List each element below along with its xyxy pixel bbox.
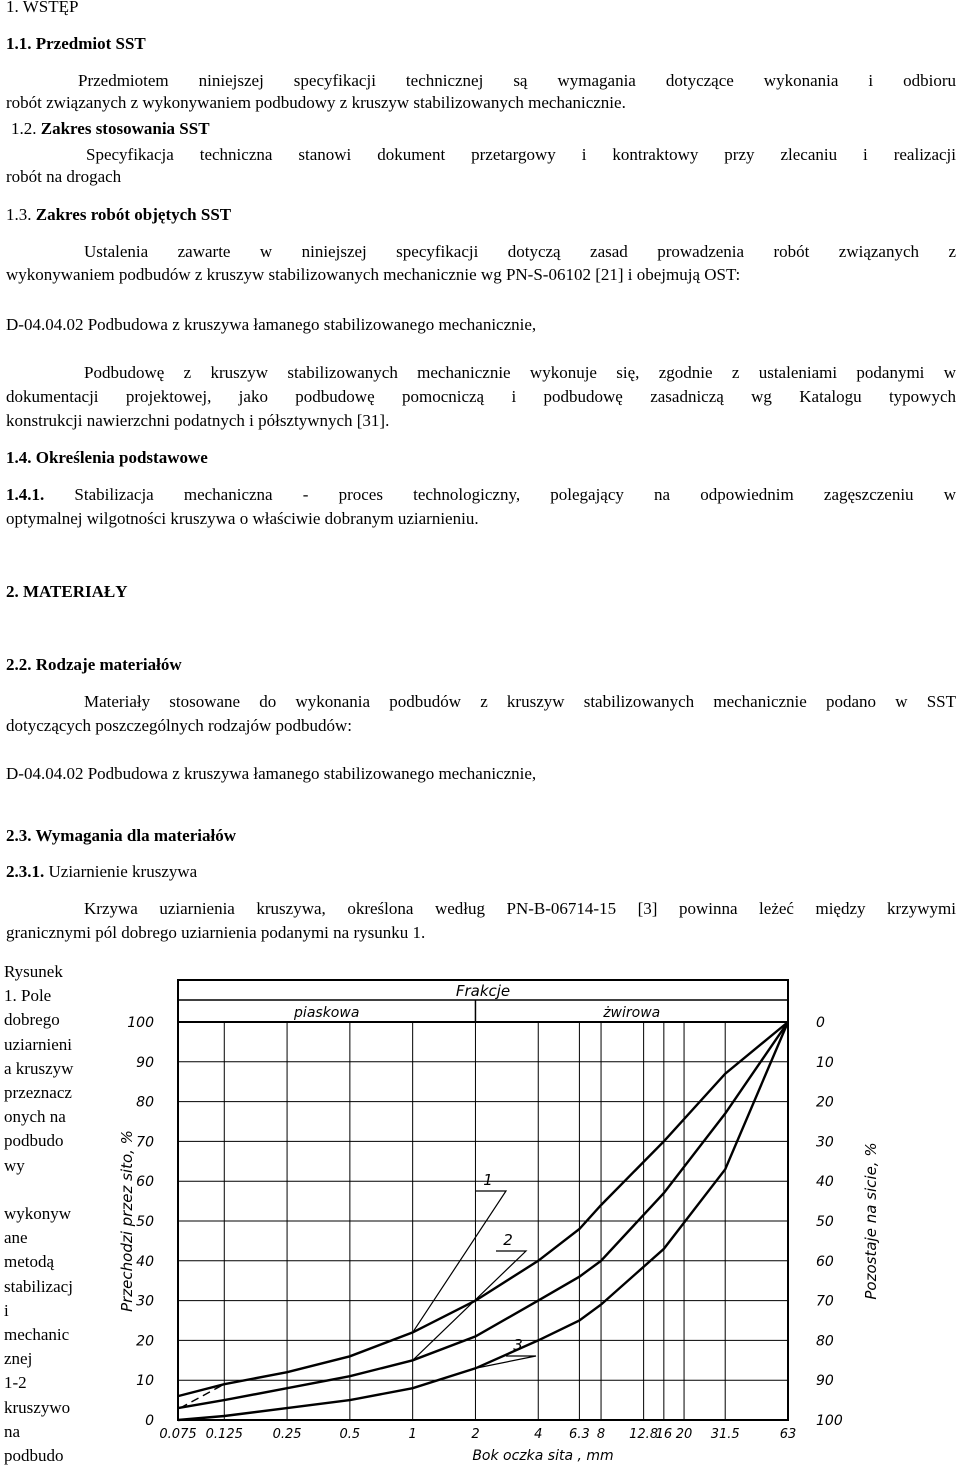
caption-line: na: [4, 1421, 21, 1441]
ost-reference: D-04.04.02 Podbudowa z kruszywa łamanego stabilizowanego mechanicznie,: [6, 764, 537, 783]
y-tick-right: 90: [816, 1373, 834, 1390]
heading-1: 1. WSTĘP: [6, 0, 79, 16]
caption-line: kruszywo: [4, 1397, 71, 1417]
y-tick-left: 70: [136, 1134, 154, 1151]
x-tick: 16: [655, 1427, 673, 1442]
x-tick: 2: [471, 1427, 480, 1442]
x-tick: 20: [675, 1427, 693, 1442]
grading-chart: [96, 960, 960, 1464]
x-axis-label: Bok oczka sita , mm: [472, 1448, 614, 1464]
x-tick: 12.8: [629, 1427, 659, 1442]
paragraph: Krzywa uziarnienia kruszywa, określona według PN-B-06714-15 [3] powinna leżeć między krzywymi: [84, 899, 956, 918]
curve-label: 2: [503, 1231, 513, 1249]
paragraph: robót na drogach: [6, 167, 122, 186]
ost-reference: D-04.04.02 Podbudowa z kruszywa łamanego stabilizowanego mechanicznie,: [6, 315, 537, 334]
heading-number: 2.3.1.: [6, 862, 45, 881]
curve-leader-line: [475, 1356, 536, 1368]
heading-1-1: 1.1. Przedmiot SST: [6, 34, 146, 53]
heading-2-3-1: [6, 861, 956, 883]
band-label-gravel: żwirowa: [603, 1005, 661, 1021]
heading-text: Zakres robót objętych SST: [35, 205, 232, 224]
caption-line: metodą: [4, 1252, 55, 1272]
y-tick-left: 40: [136, 1253, 154, 1270]
y-tick-right: 50: [816, 1214, 834, 1230]
heading-1-2: [11, 118, 960, 140]
paragraph: dotyczących poszczególnych rodzajów podbudów:: [6, 716, 353, 735]
paragraph: Materiały stosowane do wykonania podbudów z kruszyw stabilizowanych mechanicznie podano w SST: [84, 692, 956, 711]
x-tick: 31.5: [710, 1427, 740, 1442]
caption-line: znej: [4, 1349, 33, 1369]
caption-line: onych na: [4, 1107, 66, 1127]
x-tick: 4: [534, 1427, 543, 1442]
heading-2: 2. MATERIAŁY: [6, 582, 128, 601]
caption-line: i: [4, 1300, 9, 1320]
y-tick-right: 100: [816, 1413, 843, 1429]
y-tick-right: 20: [816, 1094, 834, 1111]
caption-line: a kruszyw: [4, 1058, 74, 1078]
x-tick: 63: [779, 1427, 797, 1442]
paragraph: Przedmiotem niniejszej specyfikacji technicznej są wymagania dotyczące wykonania i odbioru: [78, 71, 956, 90]
caption-line: 1. Pole: [4, 986, 52, 1006]
y-tick-left: 50: [136, 1214, 154, 1230]
y-tick-right: 10: [816, 1054, 834, 1071]
heading-number: 1.3.: [6, 205, 32, 224]
definition: [6, 484, 956, 506]
x-tick: 6.3: [569, 1427, 590, 1442]
caption-line: wykonyw: [4, 1204, 72, 1224]
y-tick-right: 80: [816, 1333, 834, 1350]
heading-1-3: [6, 204, 956, 226]
paragraph: Specyfikacja techniczna stanowi dokument przetargowy i kontraktowy przy zlecaniu i realizacji: [86, 145, 956, 164]
y-axis-label-right: Pozostaje na sicie, %: [862, 1142, 880, 1300]
heading-1-4: 1.4. Określenia podstawowe: [6, 448, 208, 467]
paragraph: robót związanych z wykonywaniem podbudowy z kruszyw stabilizowanych mechanicznie.: [6, 93, 626, 112]
x-tick: 0.5: [339, 1427, 361, 1442]
y-tick-left: 80: [136, 1094, 154, 1111]
y-tick-left: 100: [127, 1015, 154, 1031]
x-tick: 0.25: [272, 1427, 302, 1442]
caption-line: podbudo: [4, 1446, 64, 1466]
y-tick-right: 60: [816, 1253, 834, 1270]
caption-line: mechanic: [4, 1325, 70, 1345]
chart-title: Frakcje: [455, 982, 511, 1000]
curve-leader-line: [413, 1191, 506, 1332]
caption-line: uziarnieni: [4, 1034, 72, 1054]
y-tick-right: 40: [816, 1174, 834, 1191]
figure-caption: [4, 960, 90, 1468]
caption-line: 1-2: [4, 1373, 27, 1393]
heading-2-2: 2.2. Rodzaje materiałów: [6, 655, 182, 674]
x-tick: 0.075: [159, 1427, 197, 1442]
y-tick-left: 60: [136, 1174, 154, 1191]
x-tick: 0.125: [205, 1427, 243, 1442]
paragraph: dokumentacji projektowej, jako podbudowę pomocniczą i podbudowę zasadniczą wg Katalogu typowych: [6, 387, 956, 406]
x-tick: 1: [408, 1427, 417, 1442]
paragraph: granicznymi pól dobrego uziarnienia podanymi na rysunku 1.: [6, 923, 426, 942]
grading-curve-2: [178, 1022, 788, 1408]
definition-text: Stabilizacja mechaniczna - proces technologiczny, polegający na odpowiednim zagęszczeniu w: [44, 485, 956, 504]
y-tick-left: 30: [136, 1293, 154, 1310]
paragraph: Ustalenia zawarte w niniejszej specyfikacji dotyczą zasad prowadzenia robót związanych z: [84, 242, 956, 261]
heading-text: Uziarnienie kruszywa: [44, 862, 198, 881]
y-tick-right: 30: [816, 1134, 834, 1151]
y-tick-left: 10: [136, 1373, 154, 1390]
heading-number: 1.2.: [11, 119, 37, 138]
x-tick: 8: [596, 1427, 606, 1442]
caption-line: ane: [4, 1228, 28, 1248]
heading-2-3: 2.3. Wymagania dla materiałów: [6, 826, 236, 845]
caption-line: dobrego: [4, 1010, 60, 1030]
caption-line: podbudo: [4, 1131, 64, 1151]
curve-label: 1: [483, 1171, 493, 1189]
paragraph: optymalnej wilgotności kruszywa o właściwie dobranym uziarnieniu.: [6, 509, 479, 528]
paragraph: Podbudowę z kruszyw stabilizowanych mechanicznie wykonuje się, zgodnie z ustaleniami podanymi w: [84, 363, 956, 382]
caption-line: wy: [4, 1155, 25, 1175]
caption-line: Rysunek: [4, 962, 63, 981]
y-tick-left: 20: [136, 1333, 154, 1350]
y-axis-label-left: Przechodzi przez sito, %: [118, 1130, 136, 1312]
caption-line: stabilizacj: [4, 1276, 73, 1296]
y-tick-left: 90: [136, 1054, 154, 1071]
heading-text: Zakres stosowania SST: [40, 119, 210, 138]
definition-number: 1.4.1.: [6, 485, 45, 504]
band-label-sand: piaskowa: [294, 1005, 360, 1021]
caption-line: [4, 1178, 90, 1202]
paragraph: konstrukcji nawierzchni podatnych i półsztywnych [31].: [6, 411, 390, 430]
paragraph: wykonywaniem podbudów z kruszyw stabilizowanych mechanicznie wg PN-S-06102 [21] i obejmują OST:: [6, 265, 741, 284]
y-tick-left: 0: [145, 1413, 154, 1429]
caption-line: przeznacz: [4, 1083, 72, 1103]
y-tick-right: 0: [816, 1015, 825, 1031]
y-tick-right: 70: [816, 1293, 834, 1310]
curve-label: 3: [513, 1336, 523, 1354]
